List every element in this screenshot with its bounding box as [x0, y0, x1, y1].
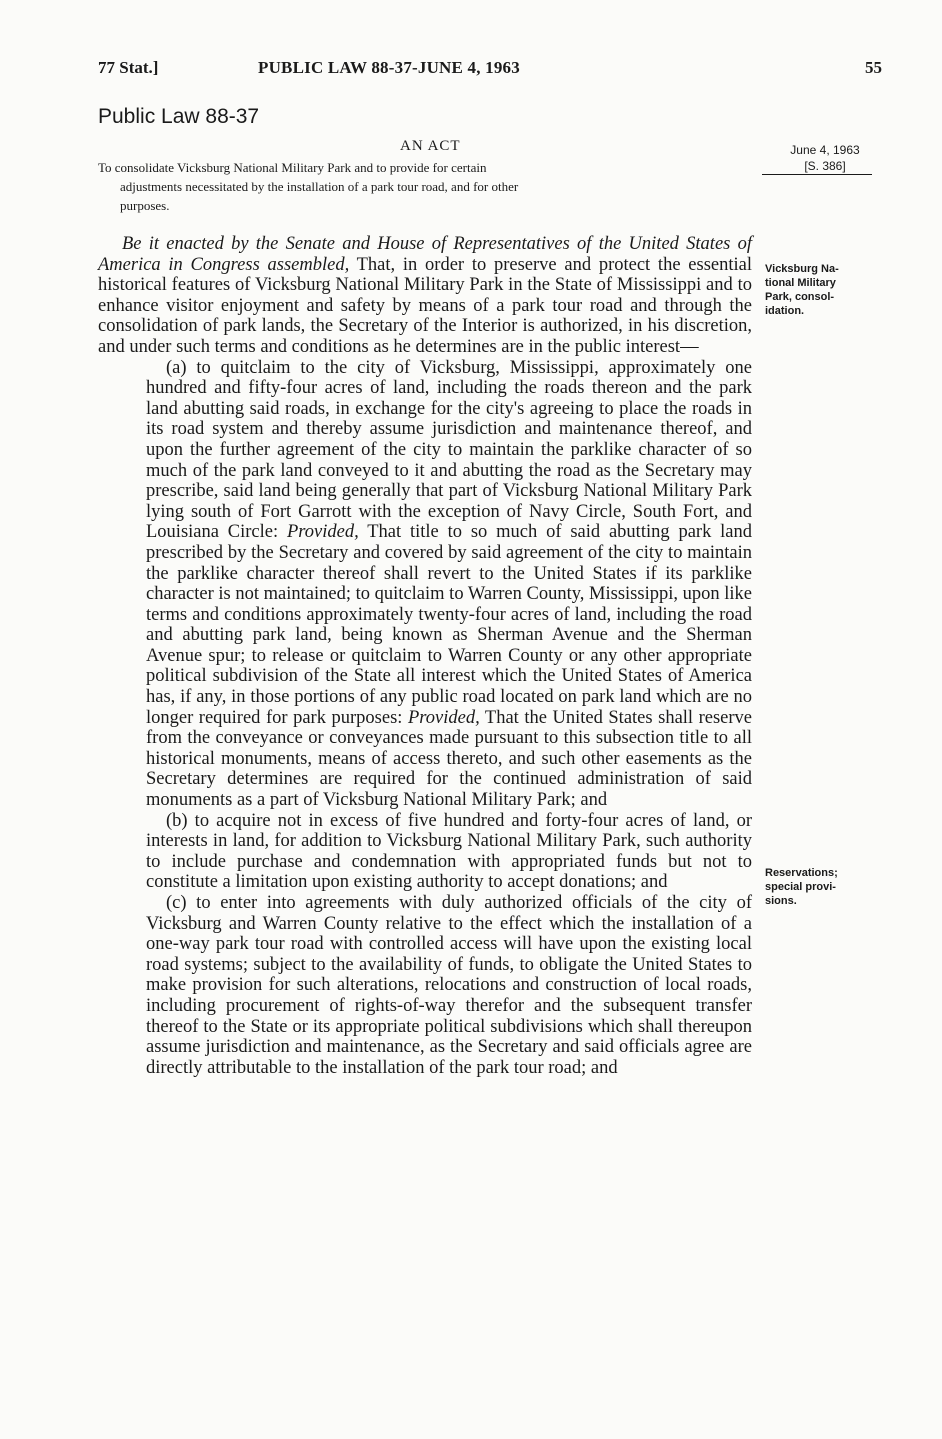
bill-number: [S. 386]	[804, 159, 846, 173]
statute-volume: 77 Stat.]	[98, 58, 159, 77]
header-title: PUBLIC LAW 88-37-JUNE 4, 1963	[258, 58, 520, 77]
sidenote-line: Vicksburg Na-	[765, 263, 839, 275]
subsection-a	[98, 358, 752, 811]
sidenote-line: special provi-	[765, 881, 836, 893]
act-purpose	[98, 158, 758, 215]
running-header	[98, 58, 882, 82]
margin-divider	[762, 174, 872, 175]
enactment-date: June 4, 1963	[790, 143, 860, 157]
enacting-text: That, in order to preserve and protect the essential historical features of Vicksburg National Military Park in the State of Mississippi and to enhance visitor enjoyment and safety by means of a park tour road and through the consolidation of park lands, the Secretary of the Interior is authorized, in his discretion, and under such terms and conditions as he determines are in the public interest—	[98, 254, 752, 357]
page-number: 55	[865, 58, 882, 77]
subsection-a-text-3: That the United States shall reserve from the conveyance or conveyances made pursuant to this subsection title to all historical monuments, means of access thereto, and such other easements as the Secretary determines are required for the continued administration of said monuments as a part of Vicksburg National Military Park; and	[146, 707, 753, 811]
sidenote-line: tional Military	[765, 277, 836, 289]
act-heading: AN ACT	[400, 138, 461, 154]
enacting-clause	[98, 234, 752, 358]
enacting-formula: Be it enacted by the Senate and House of Representatives of the United States of America in Congress assembled,	[98, 234, 752, 275]
sidenote-reservations	[765, 866, 875, 908]
sidenote-line: Reservations;	[765, 867, 838, 879]
sidenote-line: Park, consol-	[765, 291, 835, 303]
margin-date-block	[780, 142, 870, 174]
sidenote-line: sions.	[765, 895, 797, 907]
public-law-number: Public Law 88-37	[98, 105, 260, 128]
proviso-1: Provided,	[286, 522, 359, 543]
subsection-a-text-1: (a) to quitclaim to the city of Vicksburg, Mississippi, approximately one hundred and fifty-four acres of land, including the roads thereon and the park land abutting said roads, in exchange for the city's agreeing to place the roads in its road system and thereby assume jurisdiction and maintenance thereof, and upon the further agreement of the city to maintain the parklike character of so much of the park land conveyed to it and abutting the road as the Secretary may prescribe, said land being generally that part of Vicksburg National Military Park lying south of Fort Garrott with the exception of Navy Circle, South Fort, and Louisiana Circle:	[146, 357, 752, 543]
subsection-a-text-2: That title to so much of said abutting park land prescribed by the Secretary and covered by said agreement of the city to maintain the parklike character thereof shall revert to the United States if its parklike character is not maintained; to quitclaim to Warren County, Mississippi, upon like terms and conditions approximately twenty-four acres of land, including the road and abutting park land, being known as Sherman Avenue and the Sherman Avenue spur; to release or quitclaim to Warren County or any other appropriate political subdivision of the State all interest which the United States of America has, if any, in those portions of any public road located on park land which are no longer required for park purposes:	[146, 522, 753, 728]
purpose-line: To consolidate Vicksburg National Military Park and to provide for certain	[98, 160, 487, 175]
proviso-2: Provided,	[407, 707, 480, 728]
act-body	[98, 234, 752, 1078]
sidenote-line: idation.	[765, 305, 805, 317]
subsection-c: (c) to enter into agreements with duly authorized officials of the city of Vicksburg and Warren County relative to the effect which the installation of a one-way park tour road with controlled access will have upon the existing local road systems; subject to the availability of funds, to obligate the United States to make provision for such alterations, relocations and construction of local roads, including procurement of rights-of-way therefor and the subsequent transfer thereof to the State or its appropriate political subdivisions which shall thereupon assume jurisdiction and maintenance, as the Secretary and said officials agree are directly attributable to the installation of the park tour road; and	[146, 893, 752, 1078]
sidenote-vicksburg-consolidation	[765, 262, 875, 318]
purpose-line: purposes.	[120, 198, 170, 213]
subsection-b: (b) to acquire not in excess of five hundred and forty-four acres of land, or interests in land, for addition to Vicksburg National Military Park, such authority to include purchase and condemnation with appropriated funds but not to constitute a limitation upon existing authority to accept donations; and	[146, 810, 752, 893]
purpose-line: adjustments necessitated by the installation of a park tour road, and for other	[120, 179, 519, 194]
